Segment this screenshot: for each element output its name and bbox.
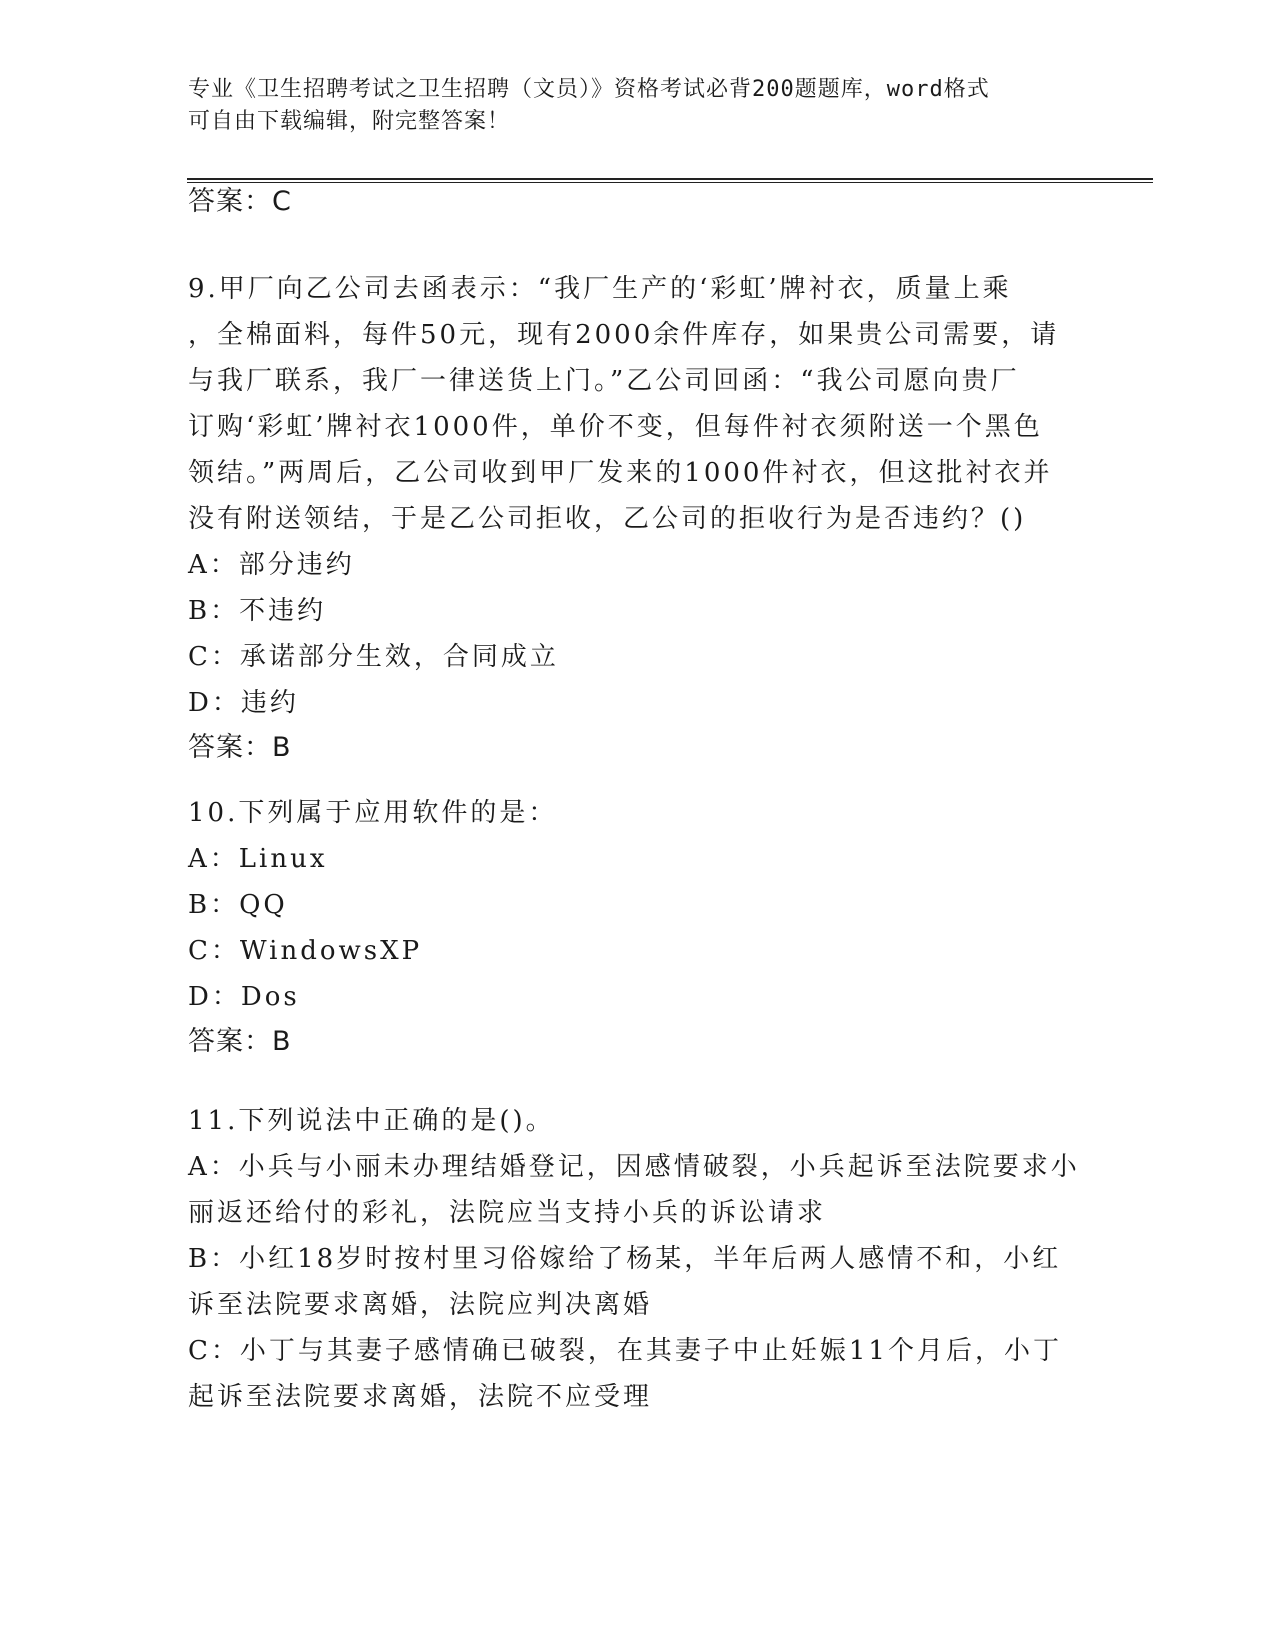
option-a: A：部分违约 [188, 550, 355, 580]
option-d: D：违约 [188, 688, 299, 718]
question-text-line: 没有附送领结，于是乙公司拒收，乙公司的拒收行为是否违约？() [188, 504, 1027, 534]
option-b: B：QQ [188, 890, 288, 920]
question-10 [188, 790, 1088, 1064]
option-a-continued: 丽返还给付的彩礼，法院应当支持小兵的诉讼请求 [188, 1198, 827, 1228]
option-a: A：小兵与小丽未办理结婚登记，因感情破裂，小兵起诉至法院要求小 [188, 1152, 1080, 1182]
question-text-line: 订购‘彩虹’牌衬衣1000件，单价不变，但每件衬衣须附送一个黑色 [188, 412, 1043, 442]
option-c: C：承诺部分生效，合同成立 [188, 642, 559, 672]
header-title-line-2: 可自由下载编辑，附完整答案！ [188, 109, 511, 134]
option-b-continued: 诉至法院要求离婚，法院应判决离婚 [188, 1290, 653, 1320]
option-a: A：Linux [188, 844, 328, 874]
question-text-line: ，全棉面料，每件50元，现有2000余件库存，如果贵公司需要，请 [188, 320, 1060, 350]
option-d: D：Dos [188, 982, 300, 1012]
question-9 [188, 266, 1088, 770]
answer-label: 答案：C [188, 186, 292, 217]
question-text-line: 9.甲厂向乙公司去函表示：“我厂生产的‘彩虹’牌衬衣，质量上乘 [188, 274, 1012, 304]
question-11 [188, 1098, 1088, 1420]
option-b: B：不违约 [188, 596, 327, 626]
question-text-line: 与我厂联系，我厂一律送货上门。”乙公司回函：“我公司愿向贵厂 [188, 366, 1020, 396]
option-c: C：小丁与其妻子感情确已破裂，在其妻子中止妊娠11个月后，小丁 [188, 1336, 1062, 1366]
header-title-line-1: 专业《卫生招聘考试之卫生招聘（文员）》资格考试必背200题题库，word格式 [188, 77, 990, 102]
question-text-line: 领结。”两周后，乙公司收到甲厂发来的1000件衬衣，但这批衬衣并 [188, 458, 1053, 488]
question-text-line: 10.下列属于应用软件的是： [188, 798, 558, 828]
option-c: C：WindowsXP [188, 936, 423, 966]
answer-label: 答案：B [188, 732, 292, 763]
answer-label: 答案：B [188, 1026, 292, 1057]
question-text-line: 11.下列说法中正确的是()。 [188, 1106, 555, 1136]
option-b: B：小红18岁时按村里习俗嫁给了杨某，半年后两人感情不和，小红 [188, 1244, 1062, 1274]
document-header [188, 74, 1088, 138]
option-c-continued: 起诉至法院要求离婚，法院不应受理 [188, 1382, 653, 1412]
previous-question-answer-block [188, 180, 1088, 224]
